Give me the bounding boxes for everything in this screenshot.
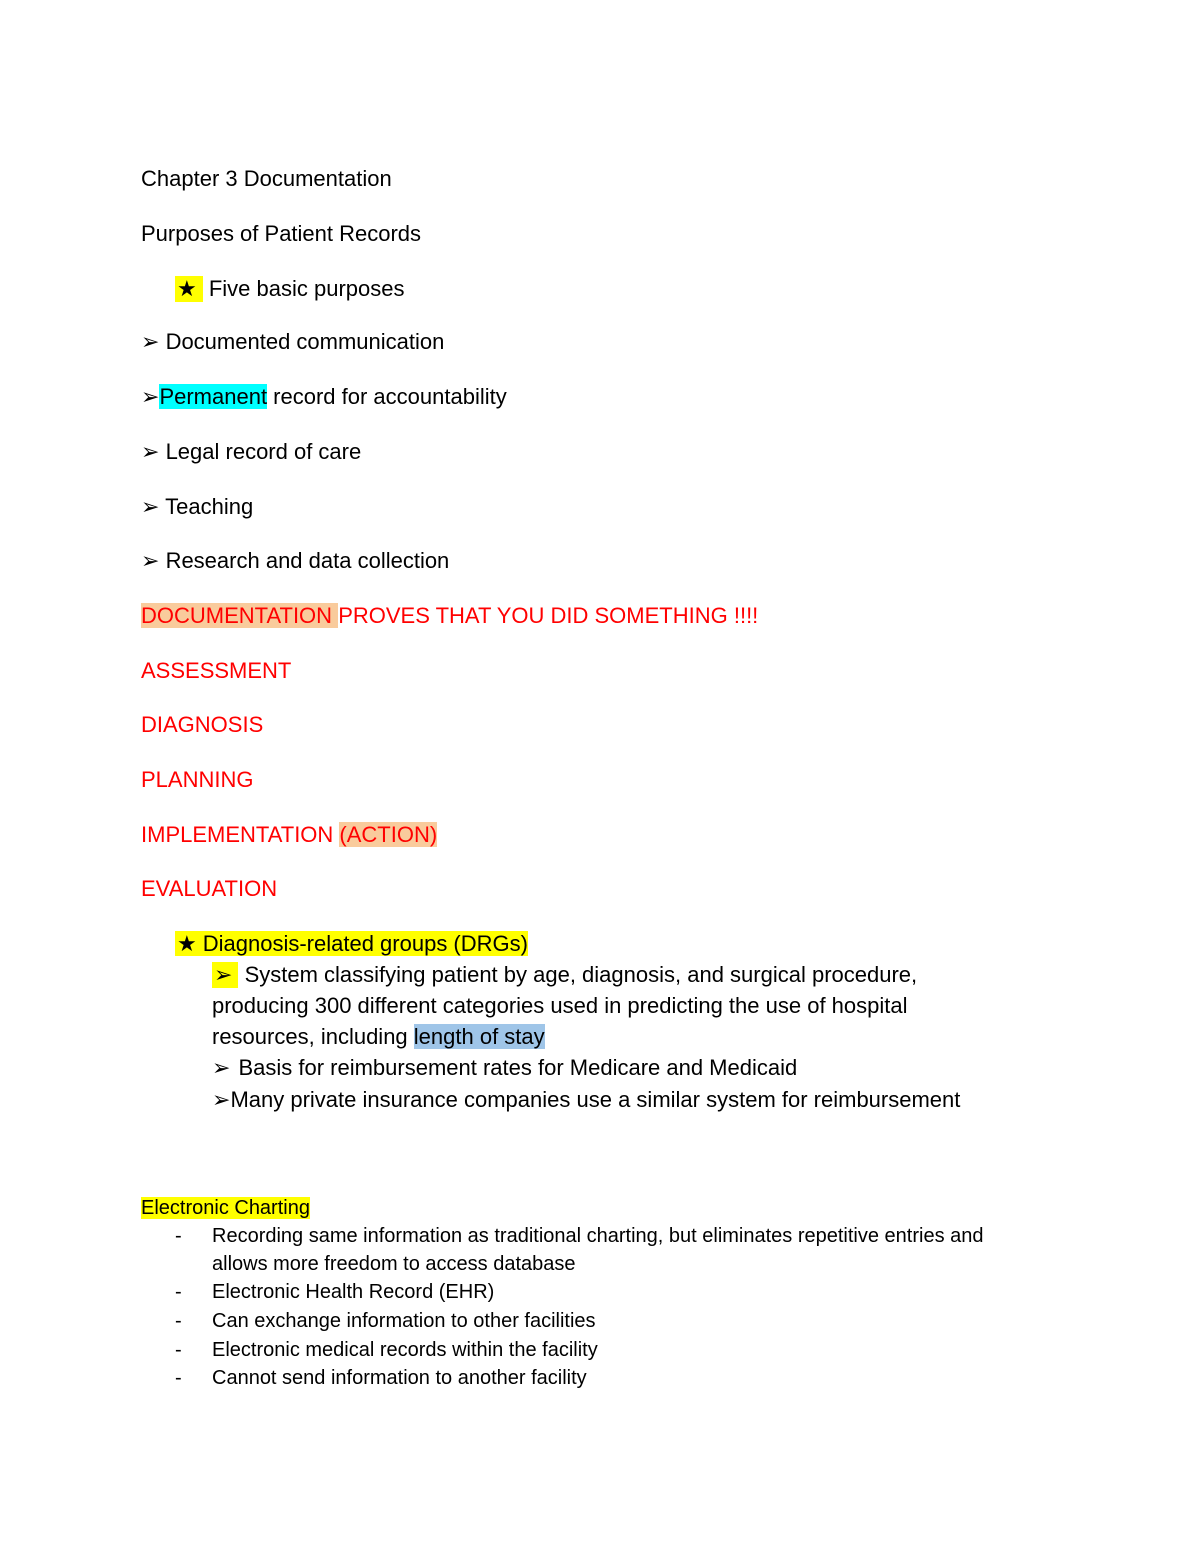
dash-bullet-icon: - bbox=[175, 1281, 182, 1303]
purpose-highlight-permanent: Permanent bbox=[159, 384, 268, 409]
drgs-point-1-cont bbox=[212, 1024, 545, 1050]
list-item-text: Recording same information as traditional charting, but eliminates repetitive entries and bbox=[212, 1225, 984, 1247]
drgs-point-text: Many private insurance companies use a similar system for reimbursement bbox=[230, 1087, 961, 1112]
purpose-text: Research and data collection bbox=[165, 548, 450, 573]
dash-bullet-icon: - bbox=[175, 1367, 182, 1389]
drgs-point-3 bbox=[212, 1087, 960, 1113]
process-evaluation: EVALUATION bbox=[141, 876, 278, 901]
process-planning: PLANNING bbox=[141, 767, 254, 792]
five-purposes-label: Five basic purposes bbox=[208, 276, 405, 301]
purpose-item bbox=[141, 494, 253, 520]
arrow-bullet-icon: ➢ bbox=[141, 548, 160, 573]
list-item-cont: allows more freedom to access database bbox=[212, 1253, 576, 1275]
list-item-text: Electronic medical records within the facility bbox=[212, 1339, 598, 1361]
documentation-highlight: DOCUMENTATION bbox=[141, 603, 339, 628]
drgs-point-text: Basis for reimbursement rates for Medicare and Medicaid bbox=[238, 1055, 798, 1080]
electronic-charting-heading bbox=[141, 1196, 310, 1220]
dash-bullet-icon: - bbox=[175, 1339, 182, 1361]
star-icon: ★ bbox=[175, 276, 203, 302]
documentation-proves-line bbox=[141, 603, 758, 629]
arrow-bullet-icon: ➢ bbox=[212, 1055, 231, 1080]
purpose-text: record for accountability bbox=[267, 384, 507, 409]
dash-bullet-icon: - bbox=[175, 1310, 182, 1332]
drgs-point-1-cont: producing 300 different categories used in predicting the use of hospital bbox=[212, 993, 908, 1018]
arrow-bullet-icon: ➢ bbox=[212, 962, 238, 988]
page-title: Chapter 3 Documentation bbox=[141, 166, 392, 191]
implementation-label: IMPLEMENTATION bbox=[141, 822, 340, 847]
implementation-action-highlight: (ACTION) bbox=[339, 822, 438, 847]
arrow-bullet-icon: ➢ bbox=[141, 329, 160, 354]
purpose-text: Documented communication bbox=[165, 329, 445, 354]
purpose-text: Legal record of care bbox=[165, 439, 362, 464]
process-assessment: ASSESSMENT bbox=[141, 658, 292, 683]
arrow-bullet-icon: ➢ bbox=[141, 439, 160, 464]
purpose-item bbox=[141, 329, 444, 355]
purpose-item bbox=[141, 548, 449, 574]
arrow-bullet-icon: ➢ bbox=[212, 1087, 231, 1112]
list-item-text: Can exchange information to other facilities bbox=[212, 1310, 596, 1332]
drgs-heading-line bbox=[175, 931, 528, 957]
process-implementation bbox=[141, 822, 437, 848]
purpose-item bbox=[141, 439, 361, 465]
purpose-item bbox=[141, 384, 507, 410]
section-heading-purposes: Purposes of Patient Records bbox=[141, 221, 422, 246]
drgs-heading-highlight bbox=[175, 931, 528, 956]
drgs-point-text: System classifying patient by age, diagnosis, and surgical procedure, bbox=[244, 962, 918, 987]
list-item-text: Cannot send information to another facility bbox=[212, 1367, 587, 1389]
arrow-bullet-icon: ➢ bbox=[141, 384, 160, 409]
length-of-stay-highlight: length of stay bbox=[413, 1024, 545, 1049]
process-diagnosis: DIAGNOSIS bbox=[141, 712, 264, 737]
proves-text: PROVES THAT YOU DID SOMETHING !!!! bbox=[338, 603, 759, 628]
arrow-bullet-icon: ➢ bbox=[141, 494, 160, 519]
star-icon: ★ bbox=[177, 931, 197, 956]
dash-bullet-icon: - bbox=[175, 1225, 182, 1247]
drgs-point-text: resources, including bbox=[212, 1024, 414, 1049]
drgs-heading: Diagnosis-related groups (DRGs) bbox=[202, 931, 528, 956]
five-purposes-line bbox=[175, 276, 405, 302]
electronic-charting-highlight: Electronic Charting bbox=[141, 1197, 310, 1219]
drgs-point-1 bbox=[212, 962, 917, 988]
list-item-text: Electronic Health Record (EHR) bbox=[212, 1281, 495, 1303]
purpose-text: Teaching bbox=[165, 494, 254, 519]
drgs-point-2 bbox=[212, 1055, 797, 1081]
